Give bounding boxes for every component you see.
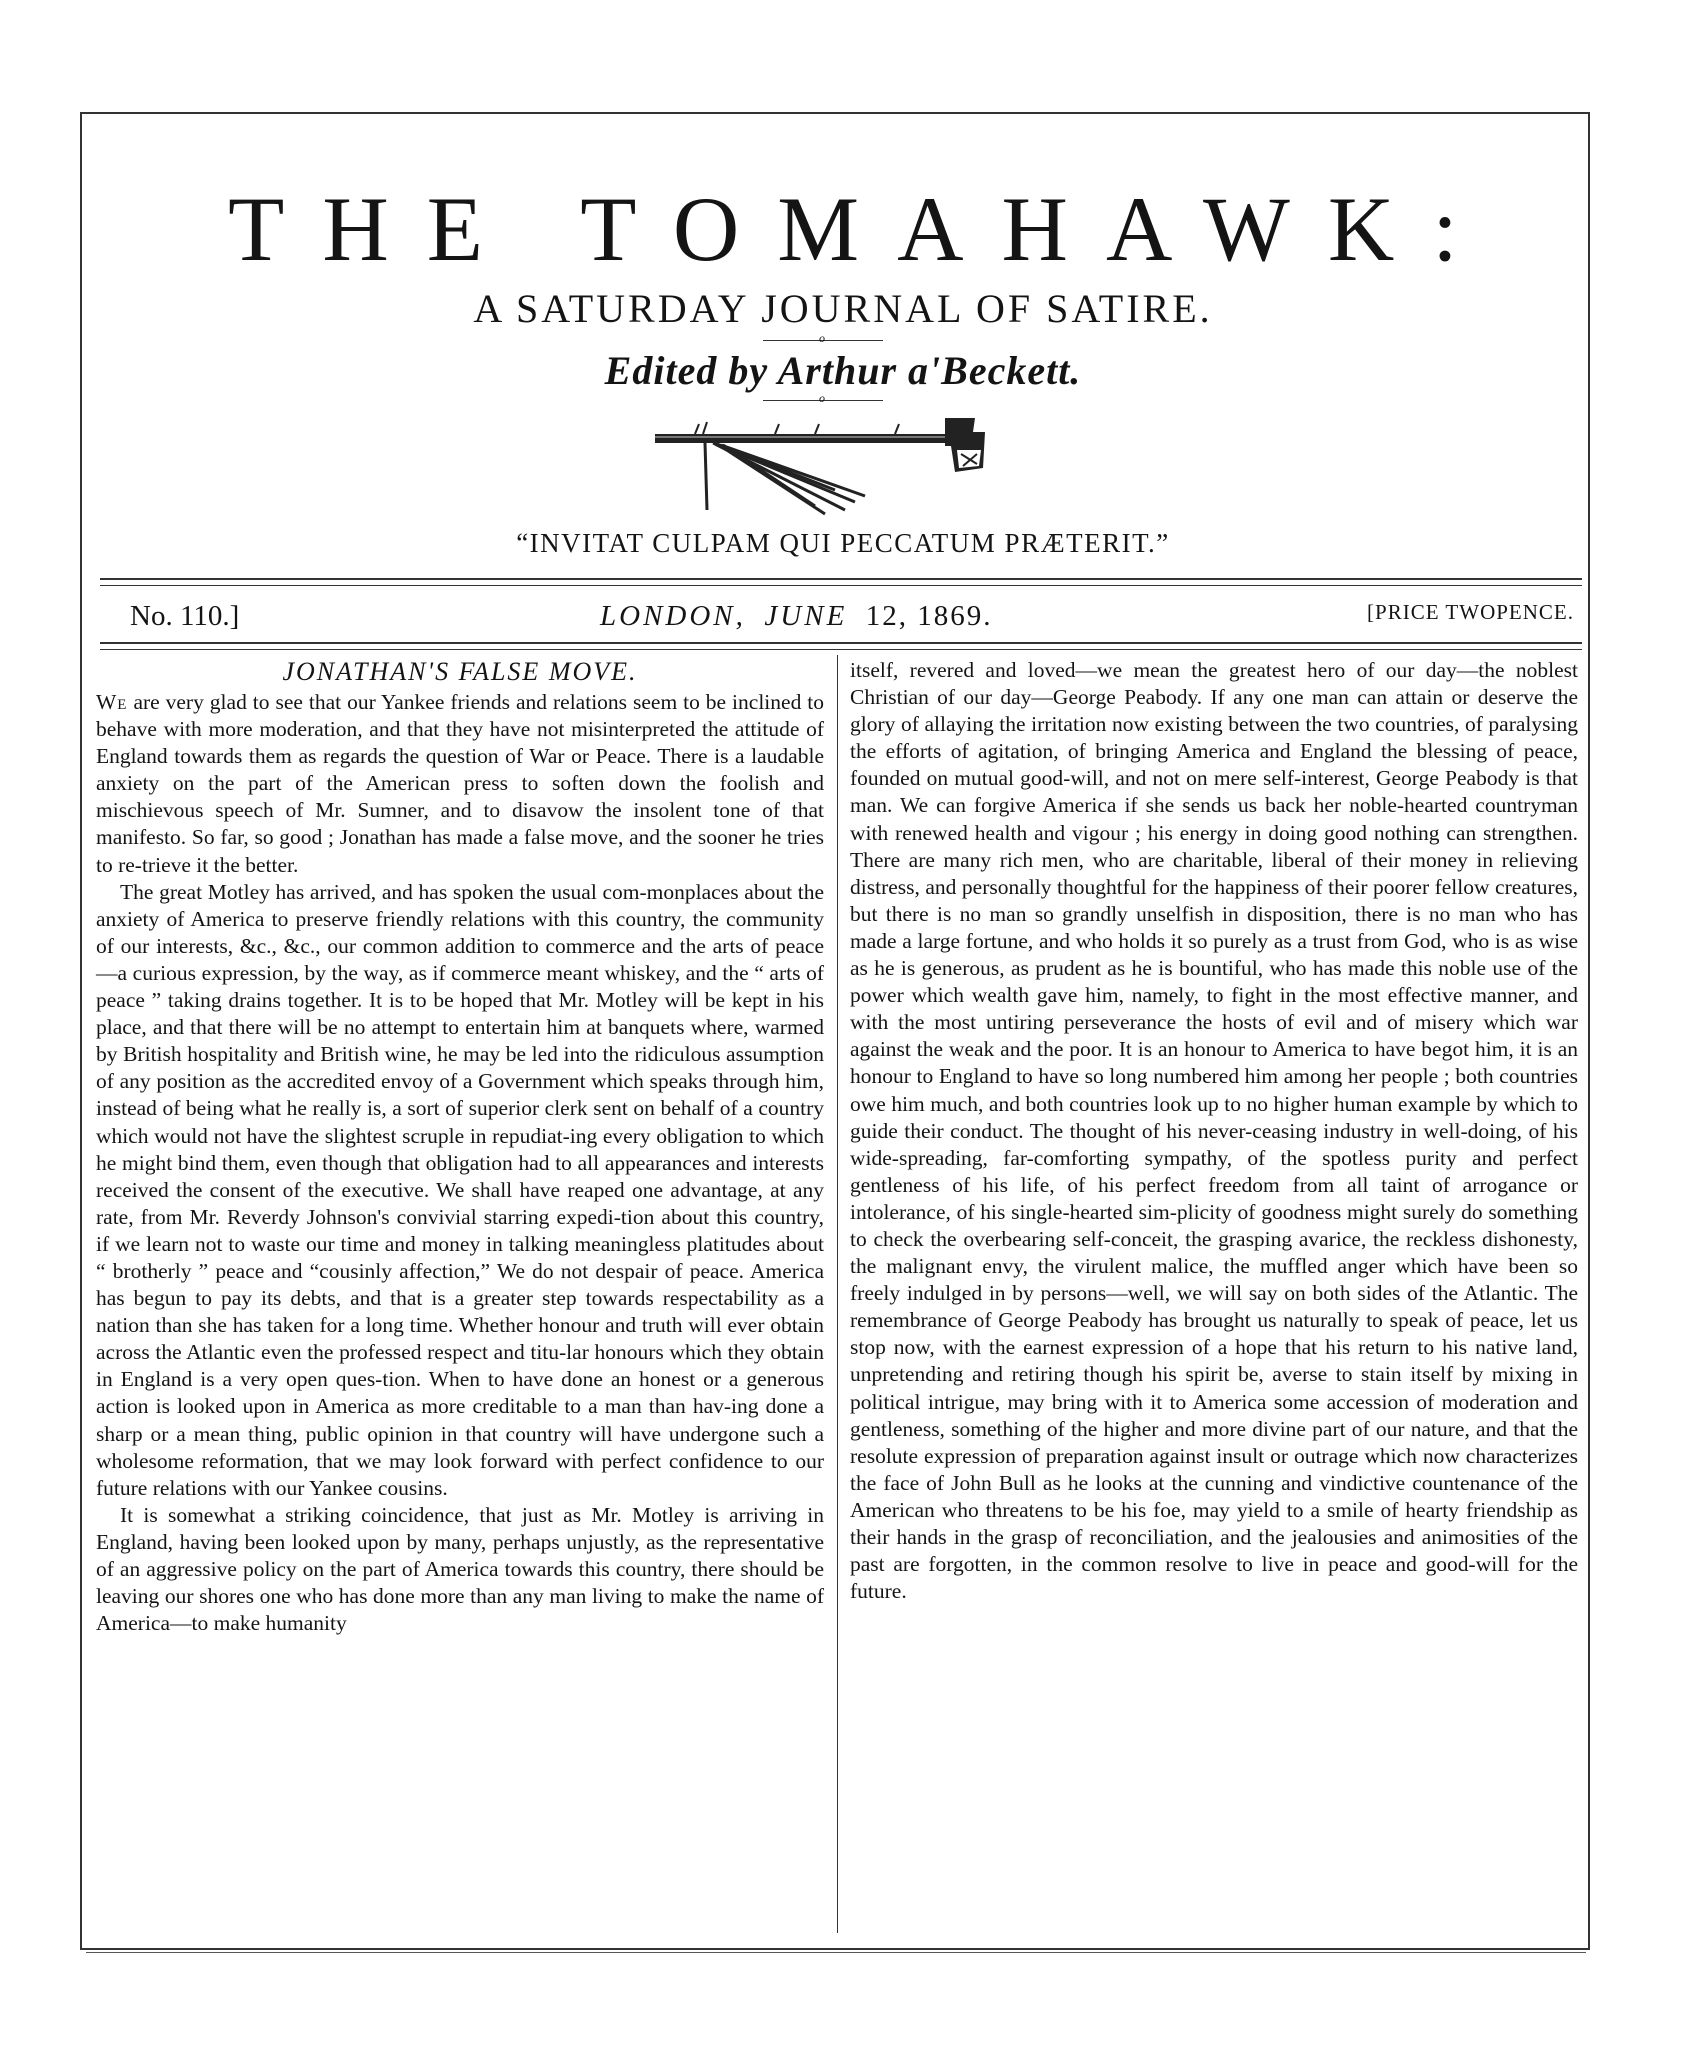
- price: [PRICE TWOPENCE.: [1367, 600, 1574, 624]
- masthead-title: THE TOMAHAWK:: [228, 178, 1496, 280]
- issue-number: No. 110.]: [130, 600, 240, 632]
- left-column: [96, 657, 824, 1637]
- issue-date: [600, 600, 993, 633]
- article-paragraph: We are very glad to see that our Yankee friends and relations seem to be inclined to behave with more moderation, and that they have not misinterpreted the attitude of England towards them as regards the question of War or Peace. There is a laudable anxiety on the part of the American press to soften down the foolish and mischievous speech of Mr. Sumner, and to disavow the insolent tone of that manifesto. So far, so good ; Jonathan has made a false move, and the sooner he tries to re-trieve it the better.: [96, 690, 824, 877]
- right-column: [850, 657, 1578, 1605]
- header-rule: [100, 642, 1582, 644]
- article-paragraph: The great Motley has arrived, and has spoken the usual com-monplaces about the anxiety of America to preserve friendly relations with this country, the community of our interests, &c., &c., our common addition to commerce and the arts of peace—a curious expression, by the way, as if commerce meant whiskey, and the “ arts of peace ” taking drains together. It is to be hoped that Mr. Motley will be kept in his place, and that there will be no attempt to entertain him at banquets where, warmed by British hospitality and British wine, he may be led into the ridiculous assumption of any position as the accredited envoy of a Government which speaks through him, instead of being what he really is, a sort of superior clerk sent on behalf of a country which would not have the slightest scruple in repudiat-ing every obligation to which he might bind them, even though that obligation had to all appearances and interests received the consent of the executive. We shall have reaped one advantage, at any rate, from Mr. Reverdy Johnson's convivial starring expedi-tion about this country, if we learn not to waste our time and money in talking meaningless platitudes about “ brotherly ” peace and “cousinly affection,” We do not despair of peace. America has begun to pay its debts, and that is a greater step towards respectability as a nation than she has taken for a long time. Whether honour and truth will ever obtain across the Atlantic even the professed respect and titu-lar honours which they obtain in England is a very open ques-tion. When to have done an honest or a generous action is looked upon in America as more creditable to a man than hav-ing done a sharp or a mean thing, public opinion in that country will have undergone such a wholesome reformation, that we may look forward with perfect confidence to our future relations with our Yankee cousins.: [96, 879, 824, 1500]
- header-rule: [100, 649, 1582, 650]
- ornament-rule: o: [763, 340, 883, 341]
- dateline: [100, 600, 1582, 640]
- editor-line: Edited by Arthur a'Beckett.: [604, 348, 1082, 393]
- day-year: 12, 1869.: [865, 600, 993, 632]
- city: LONDON,: [600, 600, 746, 632]
- month: JUNE: [764, 600, 848, 632]
- header-rule: [100, 585, 1582, 586]
- article-paragraph: It is somewhat a striking coincidence, that just as Mr. Motley is arriving in England, having been looked upon by many, perhaps unjustly, as the representative of an aggressive policy on the part of America towards this country, there should be leaving our shores one who has done more than any man living to make the name of America—to make humanity: [96, 1502, 824, 1636]
- drop-word: We: [96, 690, 128, 714]
- header-rule: [100, 578, 1582, 580]
- motto: “INVITAT CULPAM QUI PECCATUM PRÆTERIT.”: [516, 528, 1170, 558]
- tomahawk-icon: [655, 410, 995, 522]
- masthead-subtitle: A SATURDAY JOURNAL OF SATIRE.: [473, 286, 1213, 331]
- article-paragraph: itself, revered and loved—we mean the greatest hero of our day—the noblest Christian of our day—George Peabody. If any one man can attain or deserve the glory of allaying the irritation now existing between the two countries, of paralysing the efforts of agitation, of bringing America and England the blessing of peace, founded on mutual good-will, and not on mere self-interest, George Peabody is that man. We can forgive America if she sends us back her noble-hearted countryman with renewed health and vigour ; his energy in doing good nothing can strengthen. There are many rich men, who are charitable, liberal of their money in relieving distress, and personally thoughtful for the happiness of their poorer fellow creatures, but there is no man so grandly unselfish in disposition, there is no man who has made a large fortune, and who holds it so purely as a trust from God, who is as wise as he is generous, as prudent as he is bountiful, who has made this noble use of the power which wealth gave him, namely, to fight in the most effective manner, and with the most untiring perseverance the hosts of evil and of misery which war against the weak and the poor. It is an honour to America to have begot him, it is an honour to England to have so long numbered him among her people ; both countries owe him much, and both countries look up to no higher human example by which to guide their conduct. The thought of his never-ceasing industry in well-doing, of his wide-spreading, far-comforting sympathy, of the spotless purity and perfect gentleness of his life, of his perfect freedom from all taint of arrogance or intolerance, of his single-hearted sim-plicity of goodness might surely do something to check the overbearing self-conceit, the grasping avarice, the reckless dishonesty, the malignant envy, the virulent malice, the muffled anger which have been so freely indulged in by persons—well, we will say on both sides of the Atlantic. The remembrance of George Peabody has brought us naturally to speak of peace, let us stop now, with the earnest expression of a hope that his return to his native land, unpretending and retiring though his spirit be, averse to stain itself by mixing in political intrigue, may bring with it to America some accession of moderation and gentleness, something of the higher and more divine part of our nature, and that the resolute expression of preparation against insult or outrage which now characterizes the face of John Bull as he looks at the cunning and vindictive countenance of the American who threatens to be his foe, may yield to a smile of hearty friendship as their hands in the grasp of reconciliation, and the jealousies and animosities of the past are forgotten, in the common resolve to live in peace and good-will for the future.: [850, 658, 1578, 1604]
- footer-rule: [86, 1952, 1586, 1953]
- article-title: JONATHAN'S FALSE MOVE.: [282, 657, 638, 686]
- column-divider: [837, 655, 838, 1933]
- ornament-rule: o: [763, 400, 883, 401]
